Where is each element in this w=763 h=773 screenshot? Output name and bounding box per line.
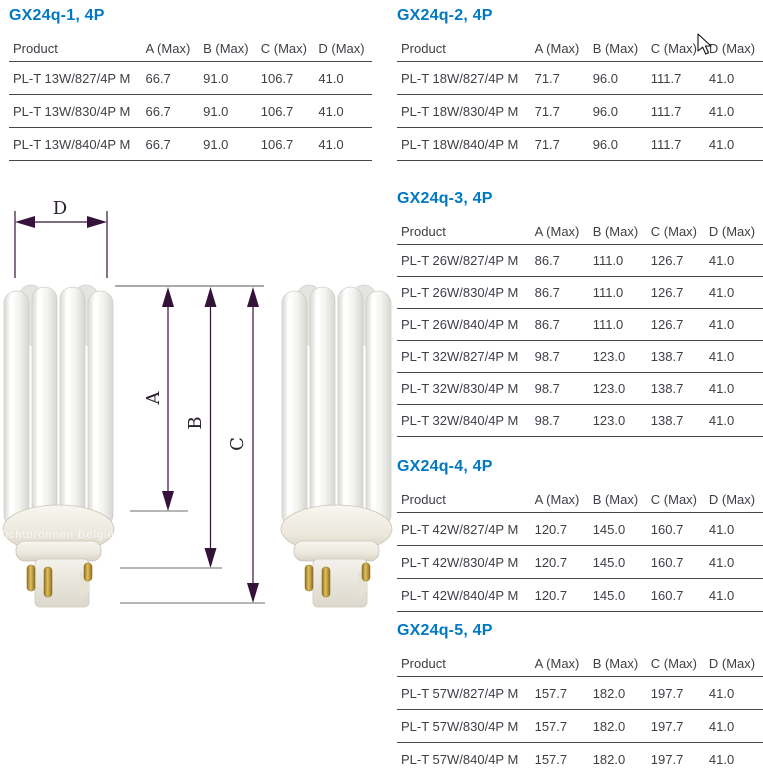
dimension-cell: 111.0 (589, 309, 647, 341)
column-header: C (Max) (257, 37, 315, 62)
table-row (397, 128, 763, 161)
product-cell: PL-T 57W/840/4P M (397, 743, 531, 773)
dimension-cell: 71.7 (531, 128, 589, 161)
product-cell: PL-T 57W/827/4P M (397, 677, 531, 710)
dimension-cell: 41.0 (705, 309, 763, 341)
dimension-cell: 41.0 (705, 245, 763, 277)
table-row (397, 513, 763, 546)
column-header: D (Max) (314, 37, 372, 62)
dimension-cell: 126.7 (647, 245, 705, 277)
product-column-header: Product (397, 220, 531, 245)
mouse-cursor-icon (697, 33, 713, 56)
dimension-cell: 123.0 (589, 373, 647, 405)
table-title: GX24q-1, 4P (9, 7, 105, 24)
column-header: B (Max) (589, 220, 647, 245)
spec-table-block-gx24q-1 (9, 6, 372, 161)
dimension-cell: 86.7 (531, 309, 589, 341)
dimension-cell: 123.0 (589, 341, 647, 373)
dimension-cell: 41.0 (705, 405, 763, 437)
product-column-header: Product (9, 37, 141, 62)
dimension-b (120, 287, 222, 568)
column-header: D (Max) (705, 220, 763, 245)
lamp-photo-left (3, 285, 114, 607)
column-header: C (Max) (647, 37, 705, 62)
dimension-cell: 197.7 (647, 677, 705, 710)
dimension-label-a: A (143, 391, 164, 405)
product-cell: PL-T 18W/827/4P M (397, 62, 531, 95)
dimension-cell: 106.7 (257, 128, 315, 161)
dimension-cell: 71.7 (531, 95, 589, 128)
dimension-cell: 111.0 (589, 245, 647, 277)
product-cell: PL-T 42W/830/4P M (397, 546, 531, 579)
column-header: B (Max) (589, 488, 647, 513)
dimension-cell: 41.0 (705, 579, 763, 612)
dimension-cell: 41.0 (705, 743, 763, 773)
spec-table-block-gx24q-4 (397, 457, 763, 612)
dimension-cell: 197.7 (647, 743, 705, 773)
dimension-cell: 41.0 (705, 677, 763, 710)
table-row (397, 710, 763, 743)
dimension-cell: 145.0 (589, 513, 647, 546)
dimension-cell: 120.7 (531, 513, 589, 546)
table-title: GX24q-5, 4P (397, 622, 493, 639)
dimension-cell: 41.0 (314, 62, 372, 95)
dimension-cell: 182.0 (589, 710, 647, 743)
dimension-cell: 138.7 (647, 405, 705, 437)
dimension-cell: 86.7 (531, 277, 589, 309)
dimension-table (397, 488, 763, 612)
dimension-cell: 197.7 (647, 710, 705, 743)
arrowhead-up (162, 287, 174, 307)
dimension-cell: 138.7 (647, 341, 705, 373)
table-row (397, 309, 763, 341)
product-cell: PL-T 18W/830/4P M (397, 95, 531, 128)
table-row (9, 95, 372, 128)
table-row (397, 677, 763, 710)
dimension-cell: 41.0 (705, 62, 763, 95)
dimension-cell: 145.0 (589, 546, 647, 579)
product-cell: PL-T 13W/830/4P M (9, 95, 141, 128)
dimension-table (9, 37, 372, 161)
dimension-cell: 120.7 (531, 546, 589, 579)
dimension-cell: 182.0 (589, 743, 647, 773)
dimension-cell: 66.7 (141, 62, 199, 95)
dimension-cell: 91.0 (199, 62, 257, 95)
dimension-cell: 66.7 (141, 95, 199, 128)
table-title: GX24q-2, 4P (397, 7, 493, 24)
dimension-diagram (0, 185, 400, 630)
column-header: A (Max) (141, 37, 199, 62)
arrowhead-down (247, 583, 259, 603)
dimension-table (397, 220, 763, 437)
dimension-cell: 96.0 (589, 62, 647, 95)
product-cell: PL-T 57W/830/4P M (397, 710, 531, 743)
arrowhead-down (205, 548, 217, 568)
dimension-cell: 157.7 (531, 677, 589, 710)
arrowhead-left (15, 216, 35, 228)
arrowhead-up (205, 287, 217, 307)
product-column-header: Product (397, 488, 531, 513)
dimension-cell: 145.0 (589, 579, 647, 612)
table-row (397, 579, 763, 612)
arrowhead-up (247, 287, 259, 307)
dimension-cell: 41.0 (705, 373, 763, 405)
table-row (397, 245, 763, 277)
dimension-cell: 106.7 (257, 95, 315, 128)
product-cell: PL-T 42W/840/4P M (397, 579, 531, 612)
dimension-cell: 182.0 (589, 677, 647, 710)
product-cell: PL-T 32W/827/4P M (397, 341, 531, 373)
column-header: D (Max) (705, 37, 763, 62)
dimension-a (130, 287, 188, 511)
spec-table-block-gx24q-5 (397, 621, 763, 773)
dimension-label-c: C (227, 437, 248, 451)
dimension-cell: 157.7 (531, 710, 589, 743)
table-row (397, 373, 763, 405)
table-row (397, 341, 763, 373)
dimension-cell: 41.0 (705, 128, 763, 161)
product-cell: PL-T 13W/840/4P M (9, 128, 141, 161)
dimension-cell: 160.7 (647, 513, 705, 546)
column-header: D (Max) (705, 652, 763, 677)
product-cell: PL-T 32W/840/4P M (397, 405, 531, 437)
column-header: B (Max) (589, 652, 647, 677)
column-header: D (Max) (705, 488, 763, 513)
dimension-cell: 41.0 (314, 95, 372, 128)
watermark-text: lichtbronnen België (2, 529, 115, 541)
dimension-cell: 123.0 (589, 405, 647, 437)
table-title: GX24q-4, 4P (397, 458, 493, 475)
dimension-cell: 71.7 (531, 62, 589, 95)
dimension-table (397, 652, 763, 773)
product-column-header: Product (397, 652, 531, 677)
dimension-cell: 160.7 (647, 579, 705, 612)
dimension-cell: 138.7 (647, 373, 705, 405)
table-row (9, 62, 372, 95)
dimension-cell: 157.7 (531, 743, 589, 773)
dimension-label-b: B (185, 416, 206, 430)
table-row (397, 95, 763, 128)
spec-table-block-gx24q-3 (397, 189, 763, 437)
dimension-cell: 41.0 (705, 277, 763, 309)
product-cell: PL-T 26W/827/4P M (397, 245, 531, 277)
dimension-cell: 41.0 (314, 128, 372, 161)
dimension-d (15, 198, 107, 278)
dimension-cell: 96.0 (589, 95, 647, 128)
spec-table-block-gx24q-2 (397, 6, 763, 161)
dimension-cell: 111.7 (647, 95, 705, 128)
dimension-cell: 98.7 (531, 341, 589, 373)
dimension-cell: 126.7 (647, 277, 705, 309)
dimension-cell: 91.0 (199, 128, 257, 161)
dimension-cell: 41.0 (705, 710, 763, 743)
dimension-cell: 96.0 (589, 128, 647, 161)
table-row (397, 405, 763, 437)
product-cell: PL-T 42W/827/4P M (397, 513, 531, 546)
column-header: B (Max) (199, 37, 257, 62)
column-header: A (Max) (531, 652, 589, 677)
table-row (397, 277, 763, 309)
table-row (397, 546, 763, 579)
product-column-header: Product (397, 37, 531, 62)
arrowhead-down (162, 491, 174, 511)
dimension-cell: 86.7 (531, 245, 589, 277)
dimension-cell: 111.7 (647, 128, 705, 161)
column-header: C (Max) (647, 652, 705, 677)
dimension-cell: 106.7 (257, 62, 315, 95)
column-header: C (Max) (647, 220, 705, 245)
lamp-photo-right (281, 285, 392, 607)
dimension-cell: 111.7 (647, 62, 705, 95)
dimension-cell: 66.7 (141, 128, 199, 161)
dimension-cell: 41.0 (705, 341, 763, 373)
product-cell: PL-T 32W/830/4P M (397, 373, 531, 405)
column-header: A (Max) (531, 220, 589, 245)
column-header: A (Max) (531, 488, 589, 513)
table-title: GX24q-3, 4P (397, 190, 493, 207)
arrowhead-right (87, 216, 107, 228)
dimension-cell: 98.7 (531, 373, 589, 405)
table-row (9, 128, 372, 161)
dimension-cell: 120.7 (531, 579, 589, 612)
dimension-cell: 41.0 (705, 95, 763, 128)
dimension-cell: 111.0 (589, 277, 647, 309)
product-cell: PL-T 13W/827/4P M (9, 62, 141, 95)
table-row (397, 743, 763, 773)
dimension-cell: 41.0 (705, 546, 763, 579)
dimension-cell: 41.0 (705, 513, 763, 546)
column-header: A (Max) (531, 37, 589, 62)
product-cell: PL-T 26W/840/4P M (397, 309, 531, 341)
dimension-cell: 98.7 (531, 405, 589, 437)
table-row (397, 62, 763, 95)
dimension-cell: 91.0 (199, 95, 257, 128)
dimension-label-d: D (52, 198, 68, 219)
dimension-c (120, 287, 265, 603)
column-header: B (Max) (589, 37, 647, 62)
product-cell: PL-T 26W/830/4P M (397, 277, 531, 309)
dimension-cell: 160.7 (647, 546, 705, 579)
column-header: C (Max) (647, 488, 705, 513)
dimension-cell: 126.7 (647, 309, 705, 341)
product-cell: PL-T 18W/840/4P M (397, 128, 531, 161)
